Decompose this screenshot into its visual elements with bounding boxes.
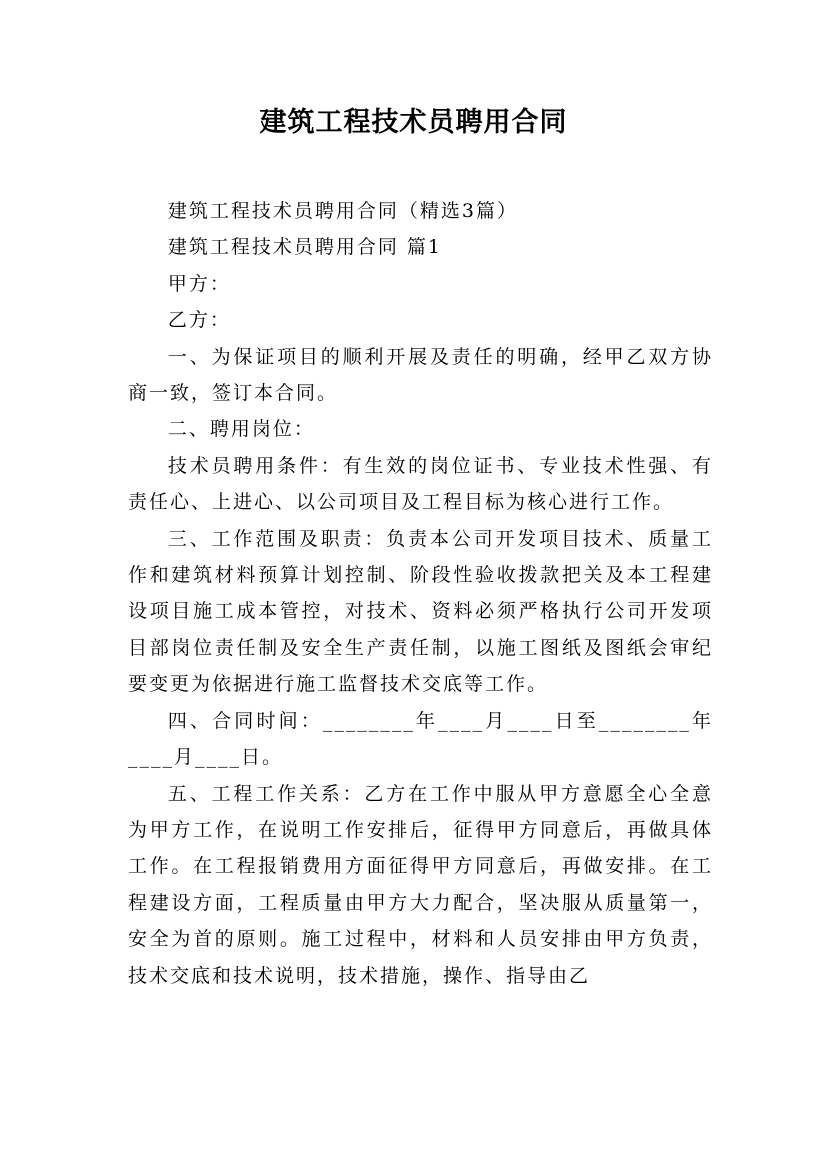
document-body [128, 193, 713, 994]
subtitle-selection-note: 建筑工程技术员聘用合同（精选3篇） [167, 200, 518, 222]
clause-2-paragraph: 二、聘用岗位： [167, 418, 315, 441]
party-a-line: 甲方： [167, 272, 231, 295]
clause-5-paragraph: 五、工程工作关系：乙方在工作中服从甲方意愿全心全意为甲方工作，在说明工作安排后，征得甲方同意后，再做具体工作。在工程报销费用方面征得甲方同意后，再做安排。在工程建设方面，工程质量由甲方大力配合，坚决服从质量第一，安全为首的原则。施工过程中，材料和人员安排由甲方负责，技术交底和技术说明，技术措施，操作、指导由乙 [128, 782, 713, 987]
hiring-conditions-paragraph: 技术员聘用条件：有生效的岗位证书、专业技术性强、有责任心、上进心、以公司项目及工程目标为核心进行工作。 [128, 454, 713, 514]
clause-4-paragraph: 四、合同时间：________年____月____日至________年____月____日。 [128, 709, 713, 769]
clause-1-paragraph: 一、为保证项目的顺利开展及责任的明确，经甲乙双方协商一致，签订本合同。 [128, 345, 713, 405]
party-b-line: 乙方： [167, 309, 231, 332]
clause-3-paragraph: 三、工作范围及职责：负责本公司开发项目技术、质量工作和建筑材料预算计划控制、阶段性验收拨款把关及本工程建设项目施工成本管控，对技术、资料必须严格执行公司开发项目部岗位责任制及安全生产责任制，以施工图纸及图纸会审纪要变更为依据进行施工监督技术交底等工作。 [128, 527, 713, 696]
document-title: 建筑工程技术员聘用合同 [259, 107, 568, 138]
section-heading-part-1: 建筑工程技术员聘用合同 篇1 [167, 236, 443, 259]
